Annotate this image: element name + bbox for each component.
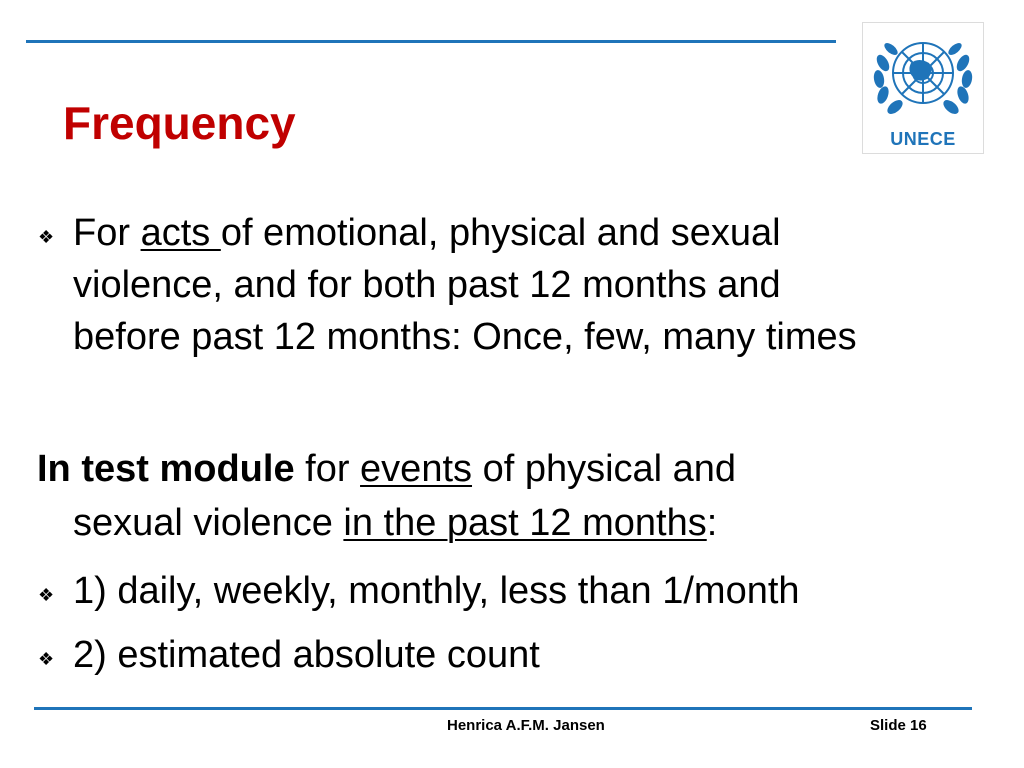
bullet2-text: 1) daily, weekly, monthly, less than 1/month [73,570,800,612]
bullet1-line3: before past 12 months: Once, few, many times [73,316,857,358]
bullet1-rest: of emotional, physical and sexual [220,212,781,254]
para2-line1 [37,446,736,492]
para2-line2 [73,500,717,546]
bottom-divider [34,707,972,710]
bullet-icon: ❖ [38,649,55,669]
bullet1-line2: violence, and for both past 12 months and [73,264,781,306]
logo-label: UNECE [890,129,956,149]
para2-rest: of physical and [472,448,737,490]
test-module-bold: In test module [37,448,295,490]
unece-logo [862,22,984,154]
bullet-icon: ❖ [38,227,55,247]
bullet1-line1 [73,210,781,256]
un-emblem-icon [863,23,983,127]
footer-author: Henrica A.F.M. Jansen [447,717,605,734]
footer-slide-number: Slide 16 [870,717,927,734]
top-divider [26,40,836,43]
bullet3-text: 2) estimated absolute count [73,634,540,676]
events-underlined: events [360,448,473,490]
acts-underlined: acts [140,212,221,254]
past-12-months-underlined: in the past 12 months [343,502,707,544]
bullet-icon: ❖ [38,585,55,605]
para2-for: for [294,448,361,490]
para2-line2-pre: sexual violence [73,502,344,544]
slide-title: Frequency [63,97,296,149]
para2-colon: : [706,502,718,544]
bullet1-pre: For [73,212,141,254]
